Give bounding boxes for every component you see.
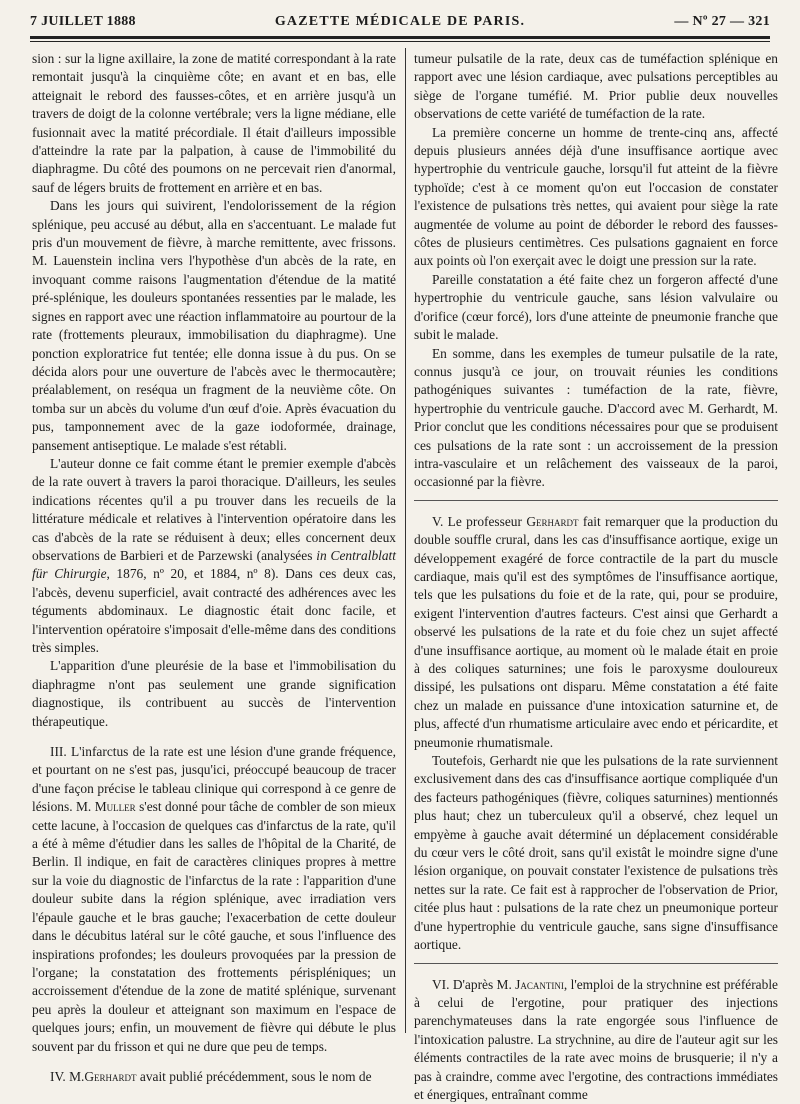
- section-paragraph: [414, 976, 778, 1104]
- journal-title: GAZETTE MÉDICALE DE PARIS.: [30, 14, 770, 30]
- paragraph: sion : sur la ligne axillaire, la zone de matité correspondant à la rate remontait jusqu'à la cinquième côte; en avant et en bas, elle atteignait le rebord des fausses-côtes, et en arrière jusqu'à un travers de doigt de la colonne vertébrale; vers la ligne médiane, elle fusionnait avec la matité précordiale. Il était d'ailleurs impossible d'atteindre la rate par la palpation, à cause de l'immobilité du diaphragme. Du côté des poumons on ne percevait rien d'anormal, sauf de légers bruits de frottement en arrière et en bas.: [32, 50, 396, 197]
- paragraph: Toutefois, Gerhardt nie que les pulsations de la rate surviennent exclusivement dans des cas d'insuffisance aortique compliquée d'un des facteurs pathogéniques (fièvre, coliques saturnines) mentionnés plus haut; chez un tuberculeux qu'il a observé, chez lequel un empyème à gauche avait déterminé un déplacement considérable du cœur vers le côté droit, sans qu'il existât le moindre signe d'une lésion organique, on pouvait constater l'existence de pulsations très nettes sur la rate. Ce fait est à rapprocher de l'observation de Prior, citée plus haut : pulsations de la rate chez un pneumonique porteur d'une hypertrophie du ventricule gauche, sans signe d'insuffisance aortique.: [414, 752, 778, 954]
- text-run: fait remarquer que la production du double souffle crural, dans les cas d'insuffisance aortique, exige un développement exagéré de force contractile de la part du muscle cardiaque, mais qu'il est des symptômes de l'insuffisance aortique, tels que les pulsations du foie et de la rate, qui, pour se produire, exigent l'intervention d'autres facteurs. C'est ainsi que Gerhardt a observé les pulsations de la rate et du foie chez un sujet affecté d'une insuffisance aortique, au moment où le malade était en proie à des coliques saturnines; une fois le paroxysme douloureux dissipé, les pulsations ont disparu. Même constatation a été faite chez un malade en puissance d'une intoxication saturnine et, de plus, affecté d'un rhumatisme articulaire avec endo et péricardite, et pneumonie rhumatismale.: [414, 514, 778, 750]
- header-rule-thick: [30, 36, 770, 39]
- section-paragraph: [32, 743, 396, 1056]
- author-name: Jacantini: [515, 977, 564, 992]
- section-separator: [414, 500, 778, 501]
- section-paragraph: [32, 1068, 396, 1086]
- paragraph: [32, 455, 396, 657]
- right-column: [414, 50, 778, 1035]
- left-column: [32, 50, 396, 1035]
- issue-page-number: — Nº 27 — 321: [674, 14, 770, 30]
- text-run: s'est donné pour tâche de combler de son mieux cette lacune, à l'occasion de quelques cas d'infarctus de la rate, qu'il a été à même d'étudier dans les salles de l'hôpital de la Charité, de Berlin. Il indique, en fait de caractères cliniques propres à mettre sur la voie du diagnostic de l'infarctus de la rate : l'apparition d'une douleur subite dans la région splénique, avec irradiation vers l'épaule gauche et le bras gauche; l'exacerbation de cette douleur dans le décubitus latéral sur le côté gauche, et sous l'influence des inspirations profondes; les douleurs provoquées par la pression de l'organe; la constatation des frottements périspléniques; un accroissement d'étendue de la zone de matité splénique, survenant peu après la douleur et atteignant son maximum en l'espace de quelques jours; enfin, un mouvement de fièvre qui débute le plus souvent par du frisson et qui ne dure que peu de temps.: [32, 799, 396, 1053]
- text-run: L'auteur donne ce fait comme étant le premier exemple d'abcès de la rate ouvert à travers la paroi thoracique. D'ailleurs, les seules indications récentes qu'il a pu trouver dans les recueils de la littérature médicale et relatives à l'intervention opératoire dans les cas d'abcès de la rate se réduisent à deux; elles concernent deux observations de Barbieri et de Parzewski (analysées: [32, 456, 396, 563]
- author-name: Gerhardt: [84, 1069, 136, 1084]
- section-paragraph: [414, 513, 778, 752]
- text-run: III. L'infarctus de la rate est une lésion d'une grande fréquence, et pourtant on ne s'est pas, jusqu'ici, préoccupé beaucoup de tracer d'une façon précise le tableau clinique qui correspond à ce genre de lésions. M.: [32, 744, 396, 814]
- section-separator: [414, 963, 778, 964]
- paragraph: L'apparition d'une pleurésie de la base et l'immobilisation du diaphragme n'ont pas seulement une grande signification diagnostique, ils contribuent au succès de l'intervention thérapeutique.: [32, 657, 396, 731]
- text-run: V. Le professeur: [432, 514, 526, 529]
- column-divider: [405, 48, 406, 1033]
- paragraph: Dans les jours qui suivirent, l'endolorissement de la région splénique, peu accusé au début, alla en s'accentuant. Le malade fut pris d'un mouvement de fièvre, à marche remittente, avec frissons. M. Lauenstein inclina vers l'hypothèse d'un abcès de la rate, en invoquant comme raisons l'augmentation d'étendue de la matité pré-splénique, les douleurs spontanées ressenties par le malade, les signes en rapport avec une réaction inflammatoire au pourtour de la rate (frottements pleuraux, immobilisation du diaphragme). Une ponction exploratrice fut tentée; elle donna issue à du pus. On se décida alors pour une ouverture de l'abcès avec le thermocautère; préalablement, on reséqua un fragment de la neuvième côte. On tomba sur un abcès du volume d'un œuf d'oie. Après évacuation du pus, tamponnement avec de la gaze iodoformée, drainage, pansement antiseptique. Le malade s'est rétabli.: [32, 197, 396, 455]
- text-run: VI. D'après M.: [432, 977, 515, 992]
- italic-reference: in Centralblatt für Chirurgie: [32, 548, 396, 581]
- text-run: , 1876, nº 20, et 1884, nº 8). Dans ces deux cas, l'abcès, devenu superficiel, avait contracté des adhérences avec les téguments abdominaux. Le diagnostic était donc facile, et l'intervention opératoire s'imposait d'elle-même dans des conditions très simples.: [32, 566, 396, 655]
- header-date: 7 JUILLET 1888: [30, 14, 136, 30]
- paragraph: En somme, dans les exemples de tumeur pulsatile de la rate, connus jusqu'à ce jour, on trouvait réunies les conditions pathogéniques suivantes : tuméfaction de la rate, fièvre, hypertrophie du ventricule gauche. D'accord avec M. Gerhardt, M. Prior conclut que les conditions nécessaires pour que se produisent ces pulsations de la rate sont : un accroissement de la pression intra-vasculaire et un relâchement des vaisseaux de la paroi, occasionné par la fièvre.: [414, 345, 778, 492]
- author-name: Gerhardt: [526, 514, 578, 529]
- page-header: [30, 10, 770, 32]
- paragraph: tumeur pulsatile de la rate, deux cas de tuméfaction splénique en rapport avec une lésion cardiaque, avec pulsations perceptibles au siège de l'organe tuméfié. M. Prior publie deux nouvelles observations de cette variété de tuméfaction de la rate.: [414, 50, 778, 124]
- author-name: Muller: [95, 799, 136, 814]
- text-run: avait publié précédemment, sous le nom de: [137, 1069, 372, 1084]
- text-run: , l'emploi de la strychnine est préférable à celui de l'ergotine, pour pratiquer des injections parenchymateuses dans la rate engorgée sous l'influence de l'intoxication palustre. La strychnine, au dire de l'auteur agit sur les éléments contractiles de la rate avec moins de brusquerie; il n'y a pas à craindre, comme avec l'ergotine, des contractions immédiates et énergiques, entraînant comme: [414, 977, 778, 1102]
- paragraph: La première concerne un homme de trente-cinq ans, affecté depuis plusieurs années déjà d'une insuffisance aortique avec hypertrophie du ventricule gauche, lorsqu'il fut atteint de la fièvre typhoïde; c'est à ce moment qu'on eut l'occasion de constater l'existence de pulsations très nettes, qui avaient pour siège la rate augmentée de volume au point de déborder le rebord des fausses-côtes de plusieurs centimètres. Ces pulsations gagnaient en force aux points où l'on exerçait avec le doigt une pression sur la rate.: [414, 124, 778, 271]
- header-rule-thin: [30, 41, 770, 42]
- text-run: IV. M.: [50, 1069, 84, 1084]
- paragraph: Pareille constatation a été faite chez un forgeron affecté d'une hypertrophie du ventricule gauche, sans lésion valvulaire ou d'orifice (cœur forcé), lors d'une atteinte de pneumonie franche que subit le malade.: [414, 271, 778, 345]
